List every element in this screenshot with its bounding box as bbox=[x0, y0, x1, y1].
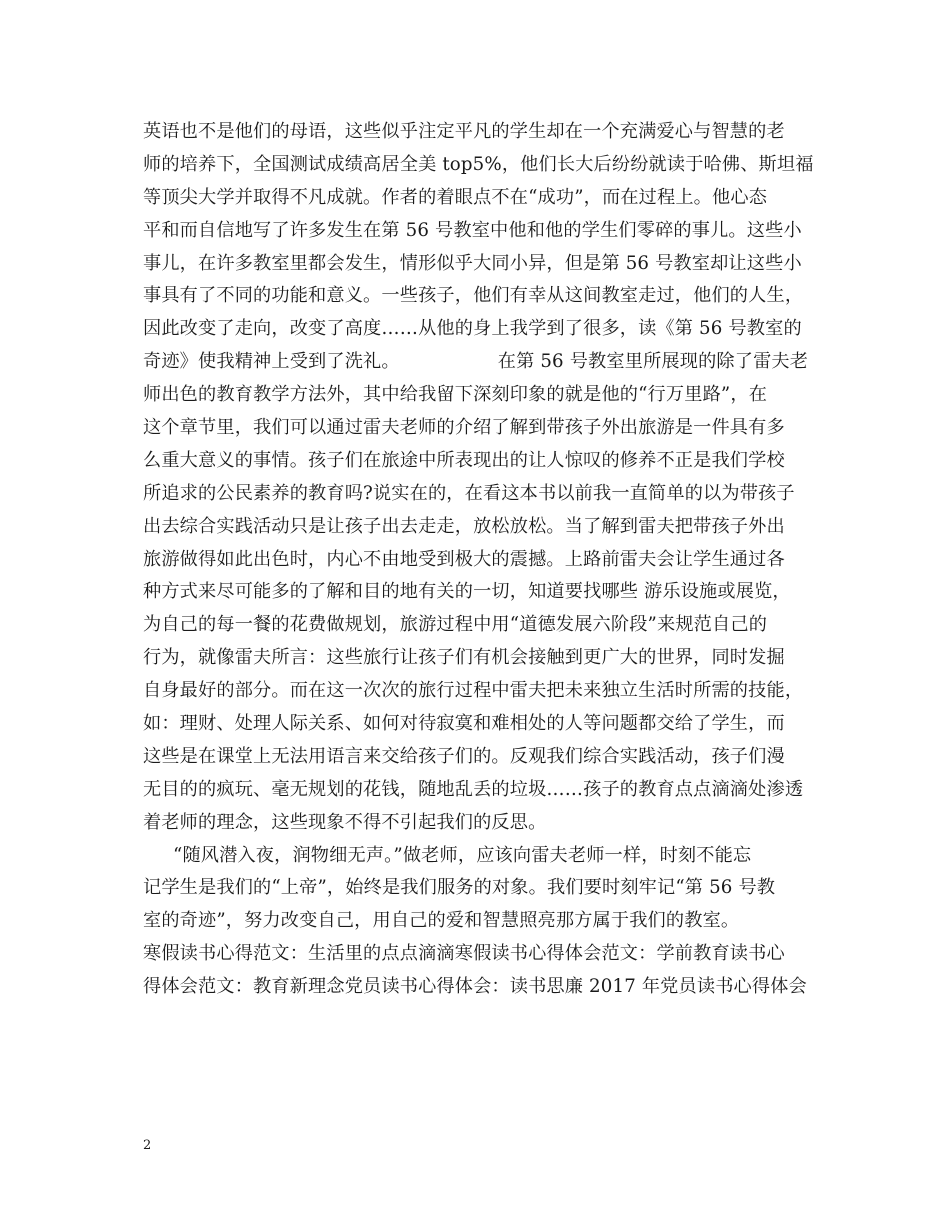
text-line: 所追求的公民素养的教育吗?说实在的，在看这本书以前我一直简单的以为带孩子 bbox=[143, 482, 795, 504]
text-line: 这个章节里，我们可以通过雷夫老师的介绍了解到带孩子外出旅游是一件具有多 bbox=[143, 417, 785, 439]
related-links-line: 寒假读书心得范文：生活里的点点滴滴寒假读书心得体会范文：学前教育读书心 bbox=[143, 943, 785, 965]
text-line: 平和而自信地写了许多发生在第 56 号教室中他和他的学生们零碎的事儿。这些小 bbox=[143, 219, 802, 241]
text-line: 出去综合实践活动只是让孩子出去走走，放松放松。当了解到雷夫把带孩子外出 bbox=[143, 515, 785, 537]
text-line: 师的培养下，全国测试成绩高居全美 top5%，他们长大后纷纷就读于哈佛、斯坦福 bbox=[143, 153, 814, 175]
text-line: 事具有了不同的功能和意义。一些孩子，他们有幸从这间教室走过，他们的人生， bbox=[143, 285, 804, 307]
page-number: 2 bbox=[143, 1138, 152, 1153]
paragraph-start-line: “随风潜入夜，润物细无声。”做老师，应该向雷夫老师一样，时刻不能忘 bbox=[173, 844, 752, 866]
body-text bbox=[143, 116, 823, 1004]
text-line: 自身最好的部分。而在这一次次的旅行过程中雷夫把未来独立生活时所需的技能， bbox=[143, 680, 804, 702]
text-line: 种方式来尽可能多的了解和目的地有关的一切，知道要找哪些 游乐设施或展览， bbox=[143, 581, 791, 603]
text-segment: 在第 56 号教室里所展现的除了雷夫老 bbox=[497, 351, 809, 373]
text-line: 英语也不是他们的母语，这些似乎注定平凡的学生却在一个充满爱心与智慧的老 bbox=[143, 121, 785, 142]
text-line: 事儿，在许多教室里都会发生，情形似乎大同小异，但是第 56 号教室却让这些小 bbox=[143, 252, 802, 274]
text-segment: 奇迹》使我精神上受到了洗礼。 bbox=[143, 351, 400, 373]
text-line: 着老师的理念，这些现象不得不引起我们的反思。 bbox=[143, 811, 547, 833]
text-line: 室的奇迹”，努力改变自己，用自己的爱和智慧照亮那方属于我们的教室。 bbox=[143, 910, 740, 932]
text-line: 无目的的疯玩、毫无规划的花钱，随地乱丢的垃圾……孩子的教育点点滴滴处渗透 bbox=[143, 778, 804, 800]
text-line: 如：理财、处理人际关系、如何对待寂寞和难相处的人等问题都交给了学生，而 bbox=[143, 713, 785, 735]
text-line: 行为，就像雷夫所言：这些旅行让孩子们有机会接触到更广大的世界，同时发掘 bbox=[143, 647, 785, 669]
text-line: 么重大意义的事情。孩子们在旅途中所表现出的让人惊叹的修养不正是我们学校 bbox=[143, 449, 785, 471]
text-line: 因此改变了走向，改变了高度……从他的身上我学到了很多，读《第 56 号教室的 bbox=[143, 318, 802, 340]
related-links-line: 得体会范文：教育新理念党员读书心得体会：读书思廉 2017 年党员读书心得体会 bbox=[143, 976, 807, 998]
text-line: 为自己的每一餐的花费做规划，旅游过程中用“道德发展六阶段”来规范自己的 bbox=[143, 614, 768, 636]
text-line: 这些是在课堂上无法用语言来交给孩子们的。反观我们综合实践活动，孩子们漫 bbox=[143, 745, 785, 767]
text-line-split bbox=[143, 346, 823, 379]
text-line: 旅游做得如此出色时，内心不由地受到极大的震撼。上路前雷夫会让学生通过各 bbox=[143, 548, 785, 570]
text-line: 记学生是我们的“上帝”，始终是我们服务的对象。我们要时刻牢记“第 56 号教 bbox=[143, 877, 776, 899]
text-line: 师出色的教育教学方法外，其中给我留下深刻印象的就是他的“行万里路”，在 bbox=[143, 384, 768, 406]
text-line: 等顶尖大学并取得不凡成就。作者的着眼点不在“成功”，而在过程上。他心态 bbox=[143, 186, 768, 208]
